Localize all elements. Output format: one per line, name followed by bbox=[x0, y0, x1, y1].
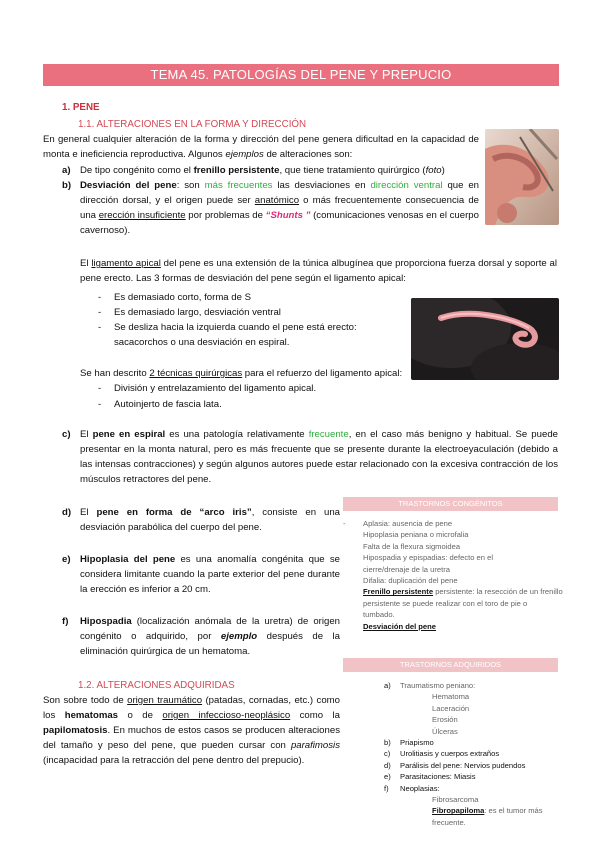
list-item-b: b) Desviación del pene: son más frecuentes las desviaciones en dirección ventral que en dirección dorsal, y el origen puede ser anatómico o más frecuentemente consecuencia de una erección insuficiente por problemas de “Shunts ” (comunicaciones venosas en el cuerpo cavernoso). bbox=[62, 180, 480, 236]
photo-frenillo bbox=[485, 129, 559, 225]
section-heading-pene: 1. PENE bbox=[62, 102, 100, 113]
list-item-c: c) El pene en espiral es una patología relativamente frecuente, en el caso más benigno y habitual. Se puede presentar en la monta natural, pero es más frecuente que se presente durante la electroeyaculación (debido a las intensas contracciones) y según algunos autores puede estar relacionado con la excesiva contracción de los músculos retractores del pene. bbox=[62, 429, 558, 485]
lig-list-item-2: - Es demasiado largo, desviación ventral bbox=[98, 307, 281, 318]
lig-list-item-3: - Se desliza hacia la izquierda cuando el pene está erecto: sacacorchos o una desviación en espiral. bbox=[98, 322, 357, 348]
photo-pene-espiral bbox=[411, 298, 559, 380]
page-title: TEMA 45. PATOLOGÍAS DEL PENE Y PREPUCIO bbox=[43, 64, 559, 86]
list-item-d: d) El pene en forma de “arco iris”, consiste en una desviación parabólica del cuerpo del pene. bbox=[62, 507, 340, 533]
subsection-heading-adquiridas: 1.2. ALTERACIONES ADQUIRIDAS bbox=[78, 680, 235, 691]
adquiridas-paragraph: Son sobre todo de origen traumático (patadas, cornadas, etc.) como los hematomas o de origen infeccioso-neoplásico como la papilomatosis. En muchos de estos casos se producen alteraciones del tamaño y peso del pene, que pueden cursar con parafimosis (incapacidad para la retracción del pene dentro del prepucio). bbox=[43, 695, 341, 766]
lig-list-item-1: - Es demasiado corto, forma de S bbox=[98, 292, 252, 303]
list-item-e: e) Hipoplasia del pene es una anomalía congénita que se considera limitante cuando la parte exterior del pene durante la erección es inferior a 20 cm. bbox=[62, 554, 340, 595]
box-adquiridos-list: a) Traumatismo peniano: Hematoma Laceración Erosión Úlceras b) Priapismo c) Urolitiasis y cuerpos extraños d) Parálisis del pene: Nervios pudendos e) Parasitaciones: Miasis f) Neoplasias: Fibrosarcoma Fibropapiloma: es el tumor más frecuente. bbox=[384, 681, 543, 827]
subsection-heading-forma: 1.1. ALTERACIONES EN LA FORMA Y DIRECCIÓN bbox=[78, 119, 307, 130]
tec-list-item-1: - División y entrelazamiento del ligamento apical. bbox=[98, 383, 317, 394]
list-item-f: f) Hipospadia (localización anómala de la uretra) de origen congénito o adquirido, por ejemplo después de la eliminación quirúrgica de un hematoma. bbox=[62, 616, 341, 657]
box-congenitos-list: - Aplasia: ausencia de pene Hipoplasia peniana o microfalia Falta de la flexura sigmoidea Hipospadia y epispadias: defecto en el cierre/drenaje de la uretra Difalia: duplicación del pene Frenillo persistente persistente: la resección de un frenillo persistente se puede realizar con el toro de pie o tumbado. Desviación del pene bbox=[343, 519, 563, 631]
list-item-a: a) De tipo congénito como el frenillo persistente, que tiene tratamiento quirúrgico (foto) bbox=[62, 165, 445, 176]
box-header-adquiridos: TRASTORNOS ADQUIRIDOS bbox=[343, 658, 558, 672]
tecnicas-paragraph: Se han descrito 2 técnicas quirúrgicas para el refuerzo del ligamento apical: bbox=[80, 368, 403, 379]
ligamento-paragraph: El ligamento apical del pene es una extensión de la túnica albugínea que proporciona fuerza dorsal y soporte al pene erecto. Las 3 formas de desviación del pene según el ligamento apical: bbox=[80, 258, 557, 284]
intro-paragraph: En general cualquier alteración de la forma y dirección del pene genera dificultad en la capacidad de monta e ineficiencia reproductiva. Algunos ejemplos de alteraciones son: bbox=[43, 134, 479, 160]
tec-list-item-2: - Autoinjerto de fascia lata. bbox=[98, 399, 222, 410]
box-header-congenitos: TRASTORNOS CONGÉNITOS bbox=[343, 497, 558, 511]
